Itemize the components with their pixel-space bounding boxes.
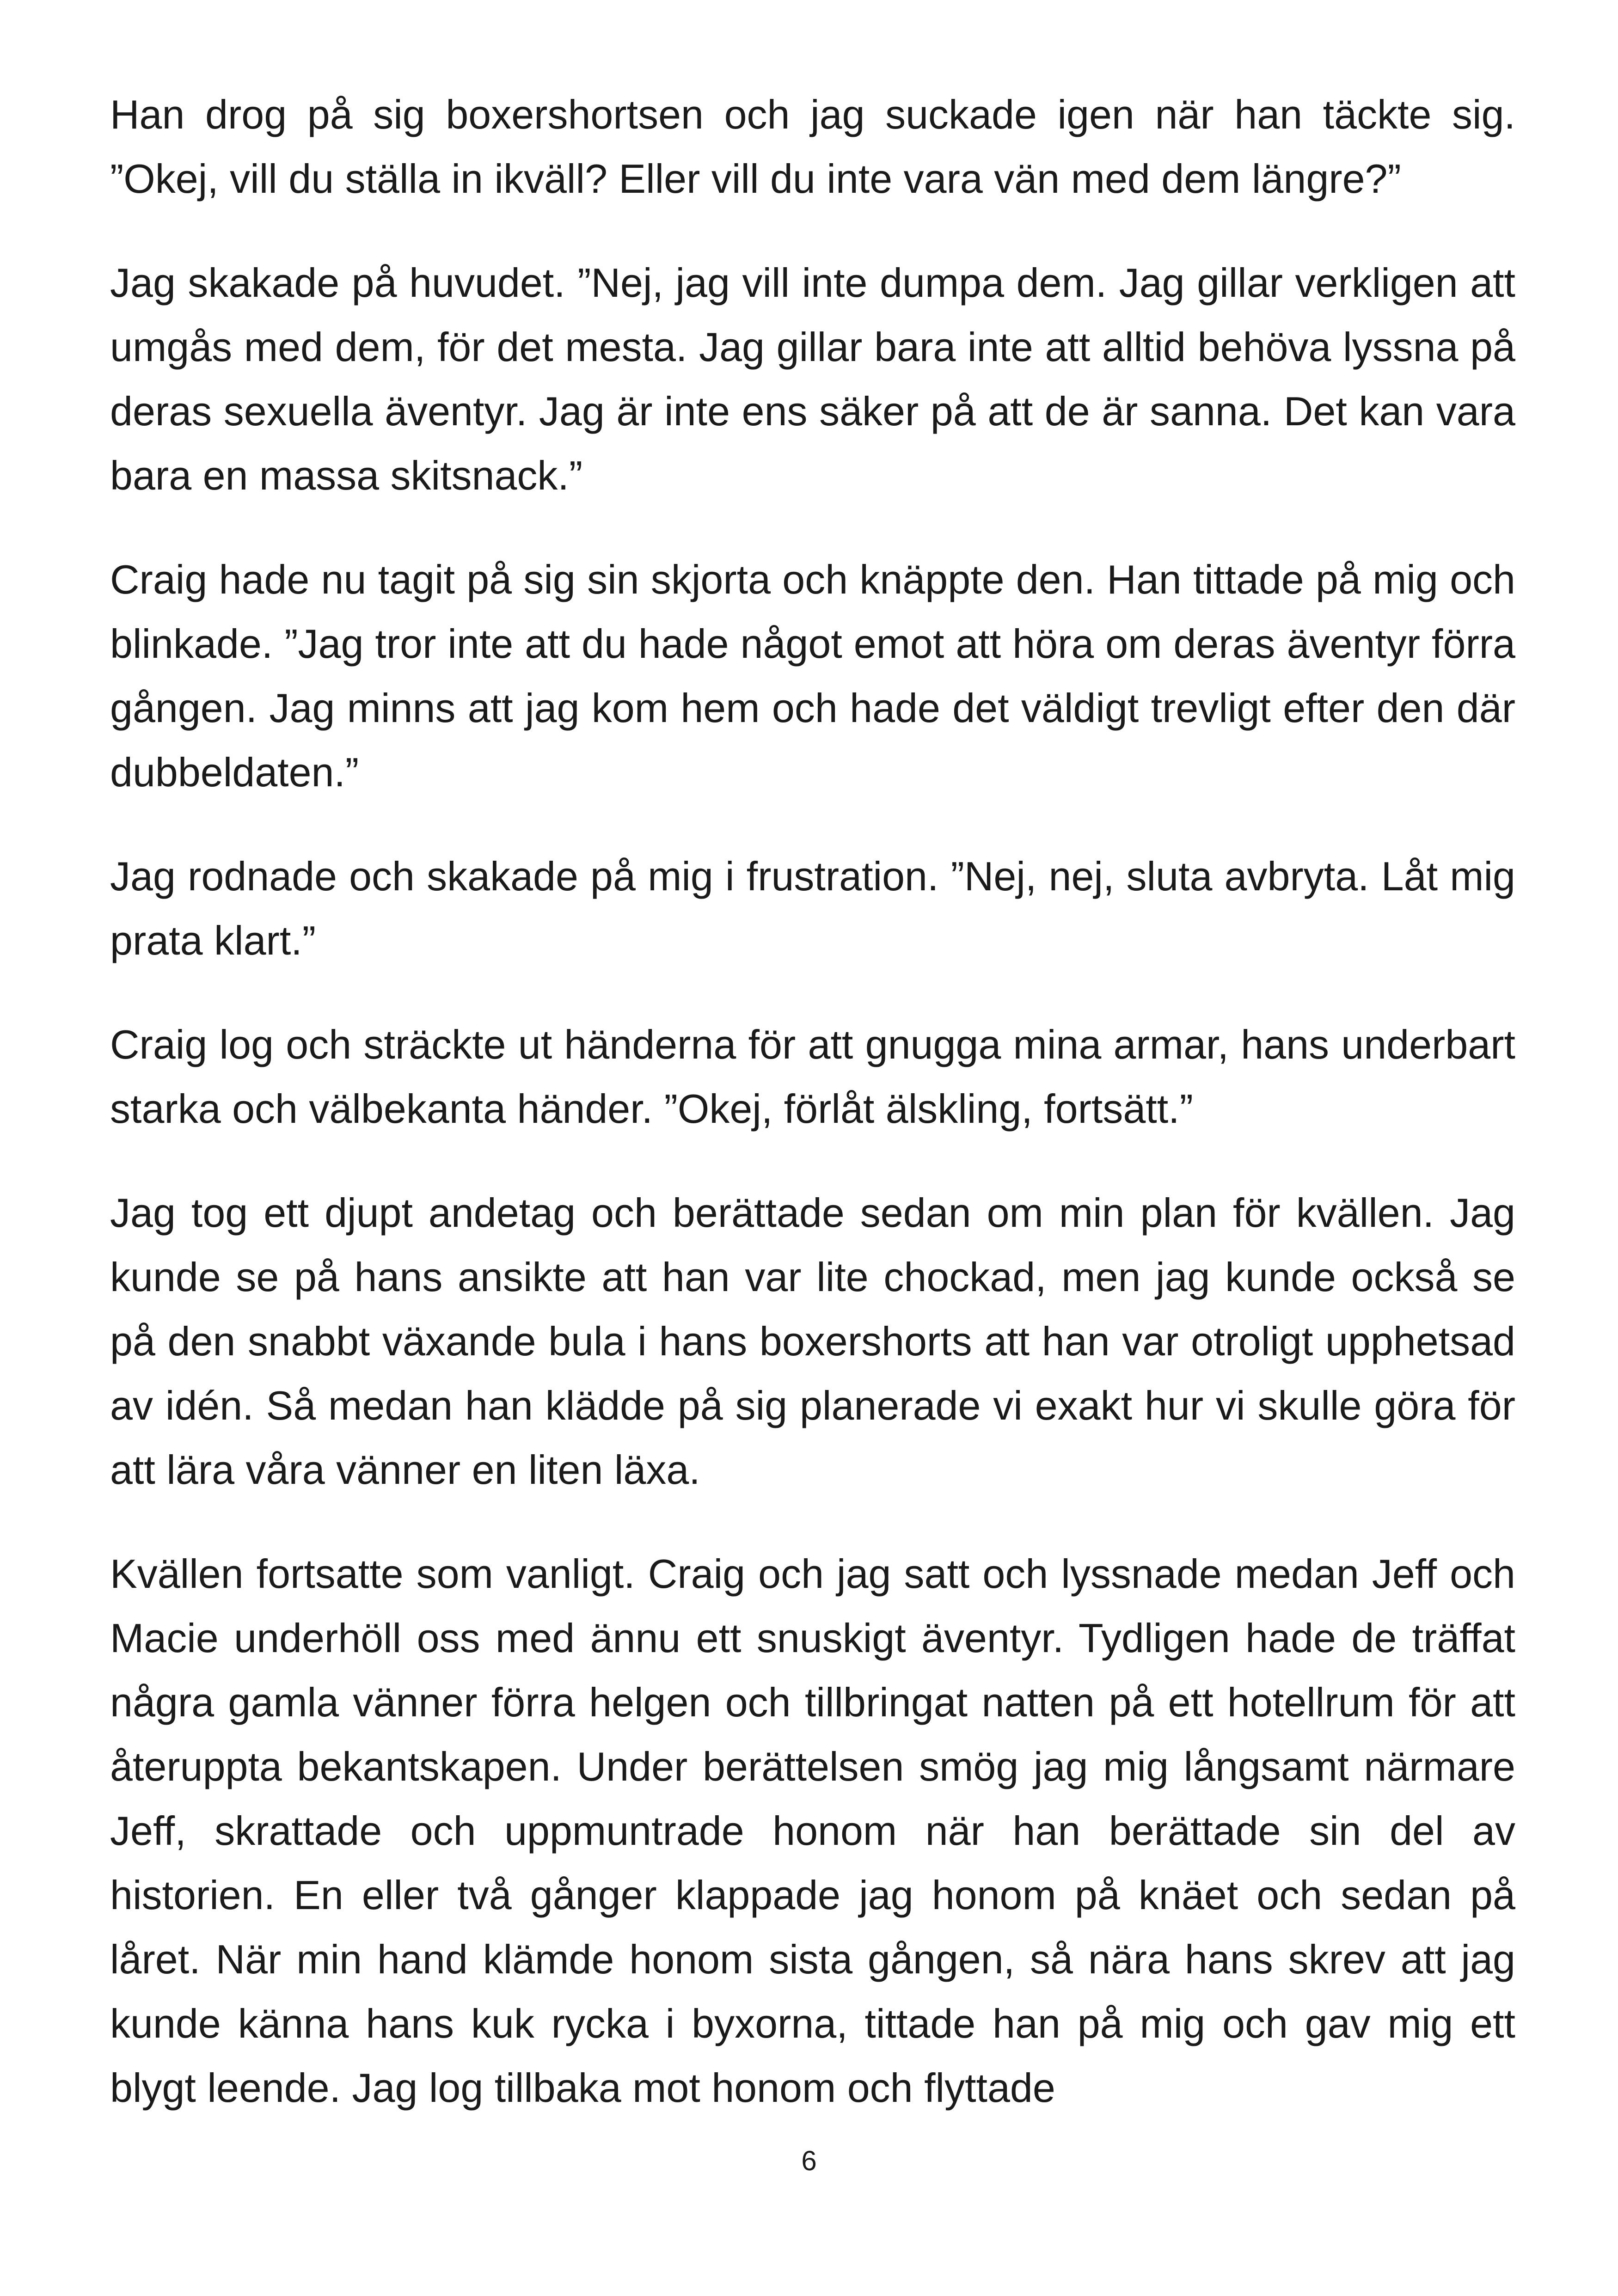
page-number: 6: [801, 2145, 817, 2176]
paragraph: Craig hade nu tagit på sig sin skjorta och knäppte den. Han tittade på mig och blinkade. ”Jag tror inte att du hade något emot att höra om deras äventyr förra gången. Jag minns att jag kom hem och hade det väldigt trevligt efter den där dubbeldaten.”: [110, 557, 1515, 795]
paragraph: Craig log och sträckte ut händerna för att gnugga mina armar, hans underbart starka och välbekanta händer. ”Okej, förlåt älskling, fortsätt.”: [110, 1022, 1515, 1132]
paragraph: Kvällen fortsatte som vanligt. Craig och jag satt och lyssnade medan Jeff och Macie underhöll oss med ännu ett snuskigt äventyr. Tydligen hade de träffat några gamla vänner förra helgen och tillbringat natten på ett hotellrum för att återuppta bekantskapen. Under berättelsen smög jag mig långsamt närmare Jeff, skrattade och uppmuntrade honom när han berättade sin del av historien. En eller två gånger klappade jag honom på knäet och sedan på låret. När min hand klämde honom sista gången, så nära hans skrev att jag kunde känna hans kuk rycka i byxorna, tittade han på mig och gav mig ett blygt leende. Jag log tillbaka mot honom och flyttade: [110, 1551, 1515, 2111]
paragraph: Han drog på sig boxershortsen och jag suckade igen när han täckte sig. ”Okej, vill du ställa in ikväll? Eller vill du inte vara vän med dem längre?”: [110, 92, 1515, 202]
body-text: [110, 82, 1515, 2120]
paragraph: Jag skakade på huvudet. ”Nej, jag vill inte dumpa dem. Jag gillar verkligen att umgås med dem, för det mesta. Jag gillar bara inte att alltid behöva lyssna på deras sexuella äventyr. Jag är inte ens säker på att de är sanna. Det kan vara bara en massa skitsnack.”: [110, 260, 1515, 498]
paragraph: Jag rodnade och skakade på mig i frustration. ”Nej, nej, sluta avbryta. Låt mig prata klart.”: [110, 853, 1515, 963]
paragraph: Jag tog ett djupt andetag och berättade sedan om min plan för kvällen. Jag kunde se på hans ansikte att han var lite chockad, men jag kunde också se på den snabbt växande bula i hans boxershorts att han var otroligt upphetsad av idén. Så medan han klädde på sig planerade vi exakt hur vi skulle göra för att lära våra vänner en liten läxa.: [110, 1190, 1515, 1493]
